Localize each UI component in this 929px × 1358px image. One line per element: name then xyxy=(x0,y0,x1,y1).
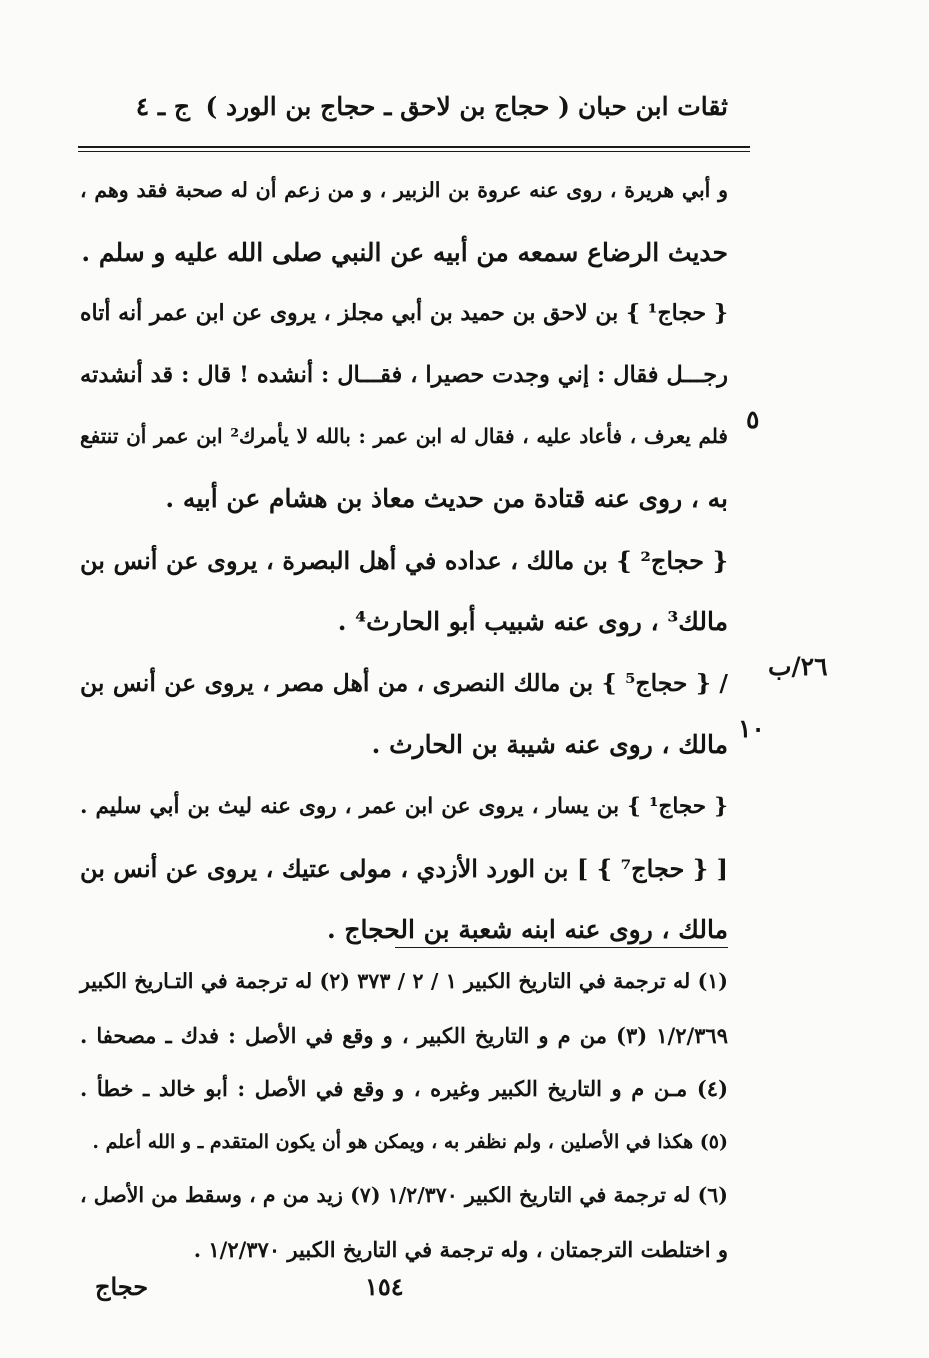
header-book-title: ثقات ابن حبان xyxy=(577,92,728,121)
text-line: به ، روى عنه قتادة من حديث معاذ بن هشام عن أبيه . xyxy=(165,483,728,513)
line-number-10: ١٠ xyxy=(738,714,765,743)
catchword: حجاج xyxy=(95,1272,149,1301)
text-line: فلم يعرف ، فأعاد عليه ، فقال له ابن عمر : بالله لا يأمرك² ابن عمر أن تنتفع xyxy=(80,424,728,449)
folio-marker: ٢٦/ب xyxy=(768,652,828,681)
header-volume: ج ـ ٤ xyxy=(135,92,190,121)
line-number-5: ٥ xyxy=(746,405,760,434)
footnote-line: و اختلطت الترجمتان ، وله ترجمة في التاريخ الكبير ١/٢/٣٧٠ . xyxy=(193,1236,728,1262)
text-line: / { حجاج⁵ } بن مالك النصرى ، من أهل مصر ، يروى عن أنس بن xyxy=(80,668,728,697)
text-line: مالك ، روى عنه شيبة بن الحارث . xyxy=(371,730,728,760)
text-line: رجـــل فقال : إني وجدت حصيرا ، فقـــال : أنشده ! قال : قد أنشدته xyxy=(80,361,728,388)
header-entry-range: ( حجاج بن لاحق ـ حجاج بن الورد ) xyxy=(205,92,570,121)
text-line: [ { حجاج⁷ } ] بن الورد الأزدي ، مولى عتيك ، يروى عن أنس بن xyxy=(80,853,728,883)
header-rule-thin xyxy=(78,151,750,152)
footnote-line: ١/٢/٣٦٩ (٣) من م و التاريخ الكبير ، و وقع في الأصل : فدك ـ مصحفا . xyxy=(80,1022,728,1048)
text-line: { حجاج² } بن مالك ، عداده في أهل البصرة ، يروى عن أنس بن xyxy=(80,545,729,575)
footnote-rule xyxy=(395,947,728,948)
text-line: مالك ، روى عنه ابنه شعبة بن الحجاج . xyxy=(326,915,728,945)
footnote-line: (٥) هكذا في الأصلين ، ولم نظفر به ، ويمكن هو أن يكون المتقدم ـ و الله أعلم . xyxy=(92,1130,728,1153)
footnote-line: (٦) له ترجمة في التاريخ الكبير ١/٢/٣٧٠ (٧) زيد من م ، وسقط من الأصل ، xyxy=(80,1183,728,1207)
text-line: مالك³ ، روى عنه شبيب أبو الحارث⁴ . xyxy=(337,607,728,637)
footnotes xyxy=(80,955,728,1276)
footnote-line: (١) له ترجمة في التاريخ الكبير ١ / ٢ / ٣٧٣ (٢) له ترجمة في التـاريخ الكبير xyxy=(80,969,728,993)
text-line: و أبي هريرة ، روى عنه عروة بن الزبير ، و من زعم أن له صحبة فقد وهم ، xyxy=(80,178,728,202)
text-line: { حجاج¹ } بن يسار ، يروى عن ابن عمر ، روى عنه ليث بن أبي سليم . xyxy=(80,793,728,819)
running-header xyxy=(80,92,728,136)
text-line: حديث الرضاع سمعه من أبيه عن النبي صلى الله عليه و سلم . xyxy=(81,237,728,267)
main-text xyxy=(80,160,728,961)
header-rule xyxy=(78,146,750,148)
text-line: { حجاج¹ } بن لاحق بن حميد بن أبي مجلز ، يروى عن ابن عمر أنه أتاه xyxy=(80,300,728,327)
page-number: ١٥٤ xyxy=(365,1272,404,1301)
footnote-line: (٤) مـن م و التاريخ الكبير وغيره ، و وقع في الأصل : أبو خالد ـ خطأ . xyxy=(80,1076,728,1101)
